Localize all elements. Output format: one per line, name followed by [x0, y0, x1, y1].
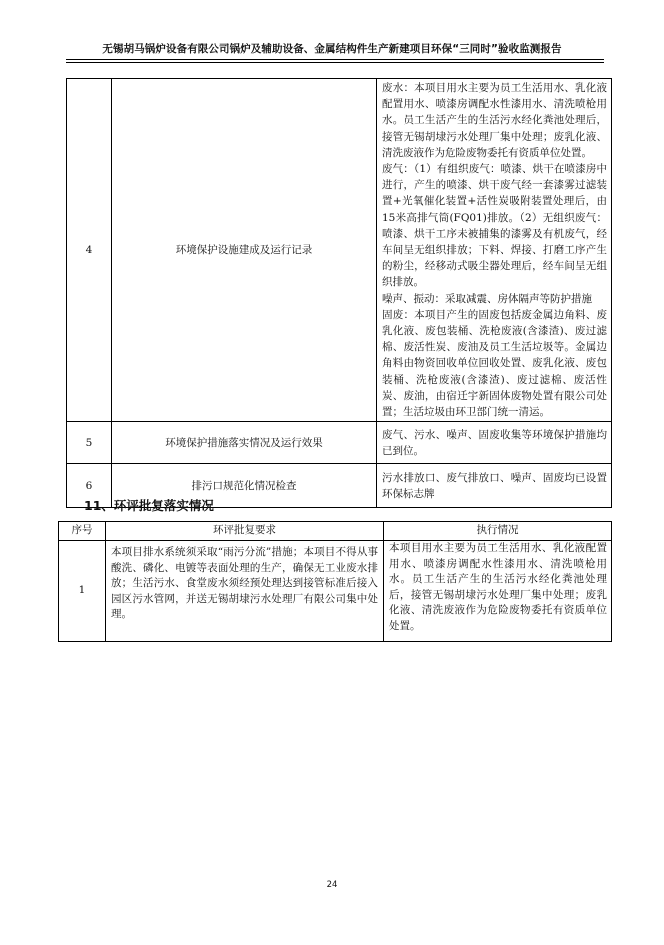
wastewater-paragraph: 废水：本项目用水主要为员工生活用水、乳化液配置用水、喷漆房调配水性漆用水、清洗喷枪用水。员工生活产生的生活污水经化粪池处理后，接管无锡胡埭污水处理厂集中处理；废乳化液、清洗废液作为危险废物委托有资质单位处置。	[382, 82, 607, 159]
execution-cell: 本项目用水主要为员工生活用水、乳化液配置用水、喷漆房调配水性漆用水、清洗喷枪用水。员工生活产生的生活污水经化粪池处理后，接管无锡胡埭污水处理厂集中处理；废乳化液、清洗废液作为危险废物委托有资质单位处置。	[384, 541, 612, 642]
table-row	[59, 541, 612, 642]
approval-table	[58, 521, 612, 642]
table-row	[67, 79, 612, 422]
noise-paragraph: 噪声、振动：采取减震、房体隔声等防护措施	[382, 292, 592, 305]
column-header-execution: 执行情况	[384, 522, 612, 541]
report-header-title: 无锡胡马锅炉设备有限公司锅炉及辅助设备、金属结构件生产新建项目环保“三同时”验收监测报告	[102, 43, 562, 55]
section-title: 11、环评批复落实情况	[84, 498, 214, 513]
row-item: 排污口规范化情况检查	[112, 464, 377, 508]
checklist-table	[66, 78, 612, 508]
table-header-row	[59, 522, 612, 541]
requirement-cell: 本项目排水系统须采取“雨污分流”措施；本项目不得从事酸洗、磷化、电镀等表面处理的生产，确保无工业废水排放；生活污水、食堂废水须经预处理达到接管标准后接入园区污水管网，并送无锡胡埭污水处理厂有限公司集中处理。	[106, 541, 384, 642]
table-row	[67, 422, 612, 464]
header-rule-thin	[66, 62, 604, 63]
row-content	[377, 79, 612, 422]
row-number: 1	[59, 541, 106, 642]
solid-waste-paragraph: 固废：本项目产生的固废包括废金属边角料、废乳化液、废包装桶、洗枪废液(含漆渣)、废过滤棉、废活性炭、废油及员工生活垃圾等。金属边角料由物资回收单位回收处置、废乳化液、废包装桶、洗枪废液(含漆渣)、废过滤棉、废活性炭、废油，由宿迁宇新固体废物处置有限公司处置；生活垃圾由环卫部门统一清运。	[382, 308, 607, 419]
column-header-requirement: 环评批复要求	[106, 522, 384, 541]
column-header-number: 序号	[59, 522, 106, 541]
row-number: 6	[67, 464, 112, 508]
header-rule	[66, 59, 604, 60]
row-item: 环境保护措施落实情况及运行效果	[112, 422, 377, 464]
row-content: 废气、污水、噪声、固废收集等环境保护措施均已到位。	[377, 422, 612, 464]
waste-gas-paragraph: 废气：（1）有组织废气：喷漆、烘干在喷漆房中进行，产生的喷漆、烘干废气经一套漆雾过滤装置+光氧催化装置+活性炭吸附装置处理后，由15米高排气筒(FQ01)排放。（2）无组织废气：喷漆、烘干工序未被捕集的漆雾及有机废气，经车间呈无组织排放；下料、焊接、打磨工序产生的粉尘，经移动式吸尘器处理后，经车间呈无组织排放。	[382, 163, 607, 289]
row-number: 4	[67, 79, 112, 422]
row-number: 5	[67, 422, 112, 464]
row-item: 环境保护设施建成及运行记录	[112, 79, 377, 422]
page-number: 24	[326, 880, 338, 890]
row-content: 污水排放口、废气排放口、噪声、固废均已设置环保标志牌	[377, 464, 612, 508]
